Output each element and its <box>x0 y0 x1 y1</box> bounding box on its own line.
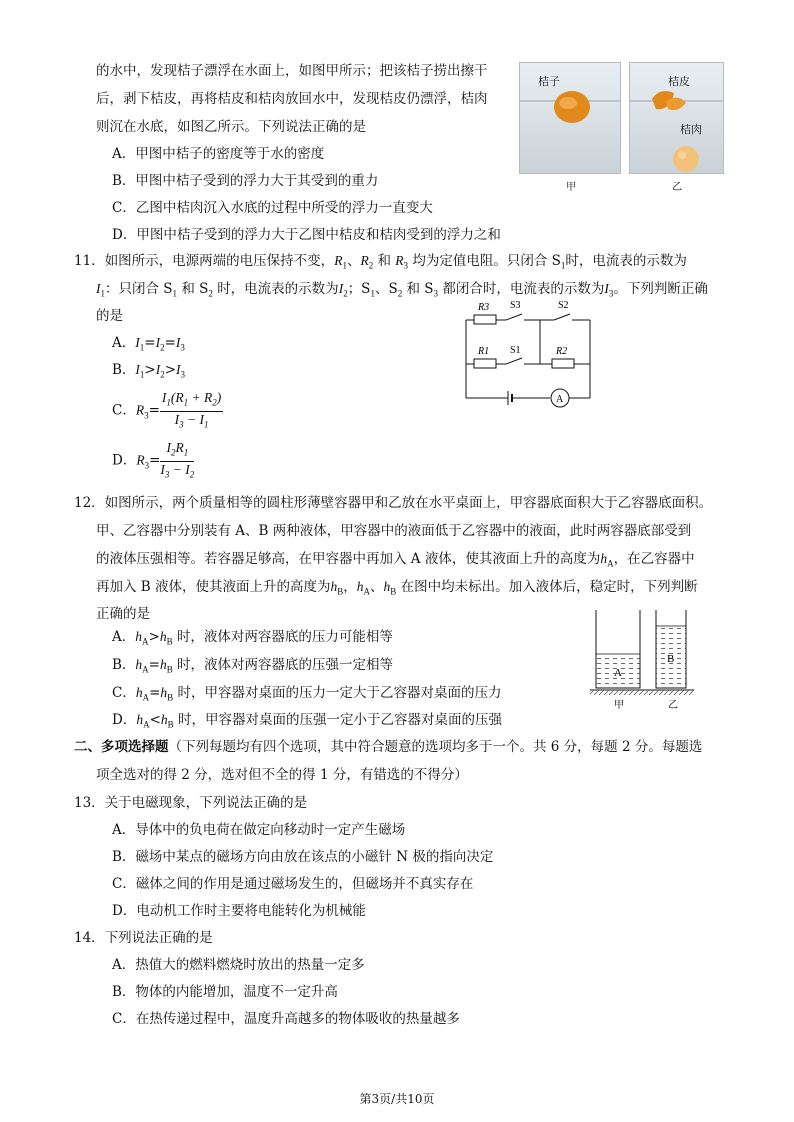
q13-option-a: A．导体中的负电荷在做定向移动时一定产生磁场 <box>112 822 406 838</box>
q11-number: 11． <box>74 253 105 269</box>
q10-line3: 则沉在水底，如图乙所示。下列说法正确的是 <box>96 119 366 135</box>
q10-option-d: D．甲图中桔子受到的浮力大于乙图中桔皮和桔肉受到的浮力之和 <box>112 227 501 243</box>
q13-stem: 13．关于电磁现象，下列说法正确的是 <box>74 795 308 811</box>
label-ammeter: A <box>556 394 564 405</box>
q10-option-a: A．甲图中桔子的密度等于水的密度 <box>112 146 325 162</box>
label-flesh: 桔肉 <box>680 123 702 136</box>
q11-option-d: D．$R_3=$ $\frac{I_2R_1}{I_3 - I_2}$ <box>112 440 195 480</box>
q11-option-c: C．$R_3=$ $\frac{I_1(R_1 + R_2)}{I_3 - I_1}$ <box>112 390 222 430</box>
q14-option-a: A．热值大的燃料燃烧时放出的热量一定多 <box>112 957 365 973</box>
q14-option-c: C．在热传递过程中，温度升高越多的物体吸收的热量越多 <box>112 1011 460 1027</box>
resistor-r1 <box>474 359 496 368</box>
q13-number: 13． <box>74 795 105 811</box>
label-s2: S2 <box>558 300 569 311</box>
q10-line1: 的水中，发现桔子漂浮在水面上，如图甲所示；把该桔子捞出擦干 <box>96 63 488 79</box>
q12-option-a: A．$h_A>h_B$ 时，液体对两容器底的压力可能相等 <box>112 629 393 647</box>
q12-line2: 甲、乙容器中分别装有 A、B 两种液体，甲容器中的液面低于乙容器中的液面，此时两容器底部受到 <box>96 523 692 539</box>
label-r1: R1 <box>478 346 490 357</box>
q13-option-b: B．磁场中某点的磁场方向由放在该点的小磁针 N 极的指向决定 <box>112 849 494 865</box>
q11-line1: 11．如图所示，电源两端的电压保持不变，$R_1$、$R_2$ 和 $R_3$ 均为定值电阻。只闭合 $S_1$时，电流表的示数为 <box>74 253 687 271</box>
q11-option-b: B．$I_1>I_2>I_3$ <box>112 362 186 380</box>
q12-line3: 的液体压强相等。若容器足够高，在甲容器中再加入 A 液体，使其液面上升的高度为$h_A$，在乙容器中 <box>96 551 695 569</box>
switch-s3 <box>506 314 522 320</box>
q12-line1: 12．如图所示，两个质量相等的圆柱形薄壁容器甲和乙放在水平桌面上，甲容器底面积大于乙容器底面积。 <box>74 495 713 511</box>
q14-option-b: B．物体的内能增加，温度不一定升高 <box>112 984 338 1000</box>
q14-number: 14． <box>74 930 105 946</box>
q12-line5: 正确的是 <box>96 606 150 622</box>
q13-option-d: D．电动机工作时主要将电能转化为机械能 <box>112 903 366 919</box>
caption-jia-12: 甲 <box>614 700 624 710</box>
q13-option-c: C．磁体之间的作用是通过磁场发生的，但磁场并不真实存在 <box>112 876 474 892</box>
label-b: B <box>667 653 675 665</box>
section2-line1: 二、多项选择题（下列每题均有四个选项，其中符合题意的选项均多于一个。共 6 分，每题 2 分。每题选 <box>74 739 703 755</box>
switch-s1 <box>506 358 522 364</box>
q12-option-b: B．$h_A=h_B$ 时，液体对两容器底的压强一定相等 <box>112 657 394 675</box>
q10-option-c: C．乙图中桔肉沉入水底的过程中所受的浮力一直变大 <box>112 200 433 216</box>
q12-option-d: D．$h_A<h_B$ 时，甲容器对桌面的压强一定小于乙容器对桌面的压强 <box>112 712 502 730</box>
label-s1: S1 <box>510 345 521 356</box>
caption-yi-12: 乙 <box>668 700 678 710</box>
photo-orange-floating <box>519 62 621 174</box>
label-orange: 桔子 <box>538 75 560 88</box>
q11-line3: 的是 <box>96 308 123 324</box>
q11-line2: $I_1$：只闭合 $S_1$ 和 $S_2$ 时，电流表的示数为$I_2$；$S_1$、$S_2$ 和 $S_3$ 都闭合时，电流表的示数为$I_3$。下列判断正确 <box>96 281 708 299</box>
q10-option-b: B．甲图中桔子受到的浮力大于其受到的重力 <box>112 173 379 189</box>
label-s3: S3 <box>510 300 521 311</box>
caption-yi-10: 乙 <box>672 182 682 193</box>
label-a: A <box>614 667 622 679</box>
q14-stem: 14．下列说法正确的是 <box>74 930 213 946</box>
label-r3: R3 <box>478 302 490 313</box>
switch-s2 <box>554 314 570 320</box>
containers-figure <box>588 606 698 710</box>
q12-number: 12． <box>74 495 105 511</box>
caption-jia-10: 甲 <box>566 182 576 193</box>
section2-title: 二、多项选择题 <box>74 739 169 755</box>
resistor-r2 <box>552 359 574 368</box>
section2-line2: 项全选对的得 2 分，选对但不全的得 1 分，有错选的不得分） <box>96 767 468 783</box>
orange-floating-figure <box>520 63 620 173</box>
q11-option-a: A．$I_1=I_2=I_3$ <box>112 335 185 353</box>
resistor-r3 <box>474 315 496 324</box>
q12-option-c: C．$h_A=h_B$ 时，甲容器对桌面的压力一定大于乙容器对桌面的压力 <box>112 685 502 703</box>
circuit-diagram <box>460 296 600 408</box>
label-peel: 桔皮 <box>668 75 690 88</box>
q12-line4: 再加入 B 液体，使其液面上升的高度为$h_B$，$h_A$、$h_B$ 在图中均未标出。加入液体后，稳定时，下列判断 <box>96 579 698 597</box>
photo-peel-and-flesh <box>629 62 724 174</box>
label-r2: R2 <box>556 346 568 357</box>
q10-line2: 后，剥下桔皮，再将桔皮和桔肉放回水中，发现桔皮仍漂浮，桔肉 <box>96 91 488 107</box>
page-footer: 第3页/共10页 <box>359 1092 435 1106</box>
